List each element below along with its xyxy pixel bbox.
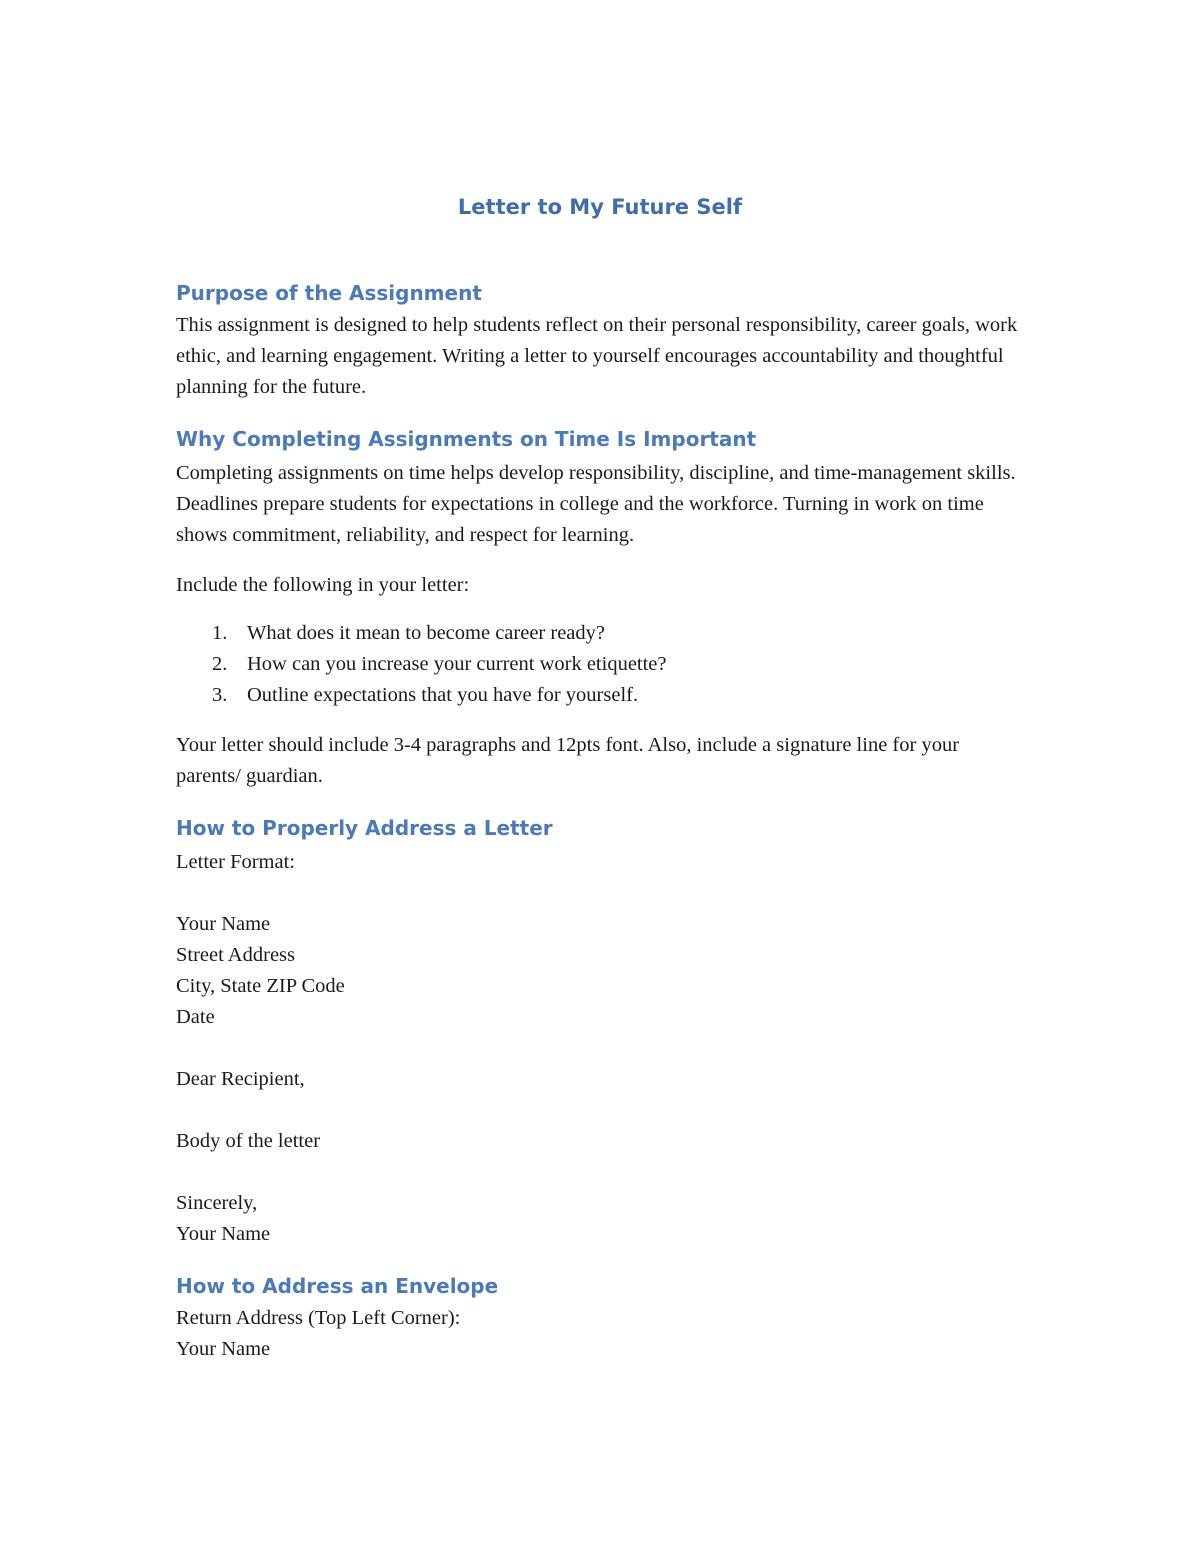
- envelope-your-name: Your Name: [176, 1338, 271, 1360]
- list-item-number: 2.: [212, 653, 228, 675]
- purpose-paragraph: This assignment is designed to help students reflect on their personal responsibility, career goals, work ethic, and learning engagement. Writing a letter to yourself encourages accountability and thoughtful planning for the future.: [176, 314, 1018, 398]
- list-item-text: What does it mean to become career ready?: [247, 622, 605, 644]
- list-item-text: Outline expectations that you have for yourself.: [247, 684, 639, 706]
- heading-envelope: How to Address an Envelope: [176, 1274, 499, 1298]
- list-item-text: How can you increase your current work etiquette?: [247, 653, 667, 675]
- letter-format-block: [176, 847, 1026, 1250]
- requirements-paragraph: Your letter should include 3-4 paragraphs and 12pts font. Also, include a signature line for your parents/ guardian.: [176, 734, 960, 787]
- list-item-number: 1.: [212, 622, 228, 644]
- letter-street: Street Address: [176, 944, 295, 966]
- heading-on-time: Why Completing Assignments on Time Is Important: [176, 427, 757, 451]
- letter-format-label: Letter Format:: [176, 851, 295, 873]
- heading-letter: How to Properly Address a Letter: [176, 816, 553, 840]
- list-item: [176, 680, 1026, 711]
- letter-your-name: Your Name: [176, 913, 271, 935]
- letter-body: Body of the letter: [176, 1130, 321, 1152]
- letter-signature: Your Name: [176, 1223, 271, 1245]
- document-title: Letter to My Future Self: [457, 195, 743, 219]
- include-intro: Include the following in your letter:: [176, 574, 470, 596]
- letter-date: Date: [176, 1006, 215, 1028]
- list-item: [176, 649, 1026, 680]
- envelope-block: [176, 1303, 1026, 1365]
- letter-city: City, State ZIP Code: [176, 975, 345, 997]
- letter-closing: Sincerely,: [176, 1192, 258, 1214]
- include-list: [176, 618, 1026, 711]
- letter-salutation: Dear Recipient,: [176, 1068, 305, 1090]
- list-item-number: 3.: [212, 684, 228, 706]
- envelope-return-label: Return Address (Top Left Corner):: [176, 1307, 461, 1329]
- on-time-paragraph: Completing assignments on time helps develop responsibility, discipline, and time-management skills. Deadlines prepare students for expectations in college and the workforce. Turning in work on time shows commitment, reliability, and respect for learning.: [176, 462, 1016, 546]
- heading-purpose: Purpose of the Assignment: [176, 281, 482, 305]
- document-content: [176, 192, 1026, 1365]
- list-item: [176, 618, 1026, 649]
